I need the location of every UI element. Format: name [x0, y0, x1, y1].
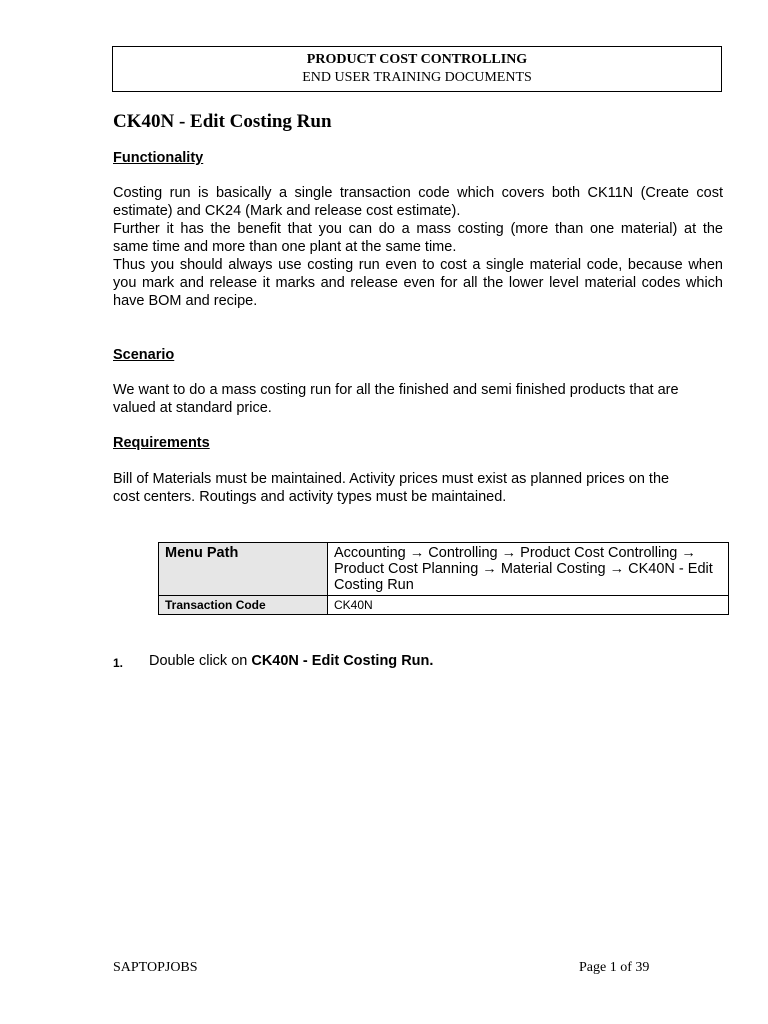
transaction-code-label: Transaction Code — [159, 596, 328, 615]
functionality-heading: Functionality — [113, 150, 204, 166]
header-subtitle: END USER TRAINING DOCUMENTS — [302, 70, 532, 85]
table-row — [159, 596, 729, 615]
footer-company: SAPTOPJOBS — [113, 960, 198, 975]
functionality-line: Costing run is basically a single transaction code which covers both CK11N (Create cost — [113, 185, 723, 201]
step-text — [149, 653, 433, 669]
scenario-line: We want to do a mass costing run for all the finished and semi finished products that are — [113, 382, 679, 398]
scenario-paragraph — [113, 381, 723, 417]
document-header — [112, 46, 722, 92]
functionality-line: you mark and release it marks and release even for all the lower level material codes which — [113, 275, 723, 291]
page-title: CK40N - Edit Costing Run — [113, 111, 332, 132]
step-text-prefix: Double click on — [149, 653, 252, 669]
functionality-line: have BOM and recipe. — [113, 293, 258, 309]
functionality-line: same time and more than one plant at the same time. — [113, 239, 457, 255]
functionality-line: estimate) and CK24 (Mark and release cost estimate). — [113, 203, 461, 219]
table-row — [159, 543, 729, 596]
transaction-code-value: CK40N — [328, 596, 729, 615]
menu-path-value: Accounting → Controlling → Product Cost Controlling → Product Cost Planning → Material Costing → CK40N - Edit Costing Run — [328, 543, 729, 596]
requirements-line: Bill of Materials must be maintained. Activity prices must exist as planned prices on the — [113, 471, 670, 487]
requirements-line: cost centers. Routings and activity types must be maintained. — [113, 489, 507, 505]
functionality-paragraph — [113, 184, 723, 310]
scenario-heading: Scenario — [113, 347, 175, 363]
step-number: 1. — [113, 656, 124, 670]
functionality-line: Thus you should always use costing run even to cost a single material code, because when — [113, 257, 723, 273]
step-transaction-name: CK40N - Edit Costing Run. — [251, 653, 434, 669]
menu-path-label: Menu Path — [159, 543, 328, 596]
footer-page-number: Page 1 of 39 — [579, 960, 650, 975]
scenario-line: valued at standard price. — [113, 400, 272, 416]
requirements-heading: Requirements — [113, 435, 210, 451]
functionality-line: Further it has the benefit that you can do a mass costing (more than one material) at the — [113, 221, 723, 237]
menu-path-table — [158, 542, 729, 615]
header-title: PRODUCT COST CONTROLLING — [306, 52, 528, 67]
requirements-paragraph — [113, 470, 723, 506]
